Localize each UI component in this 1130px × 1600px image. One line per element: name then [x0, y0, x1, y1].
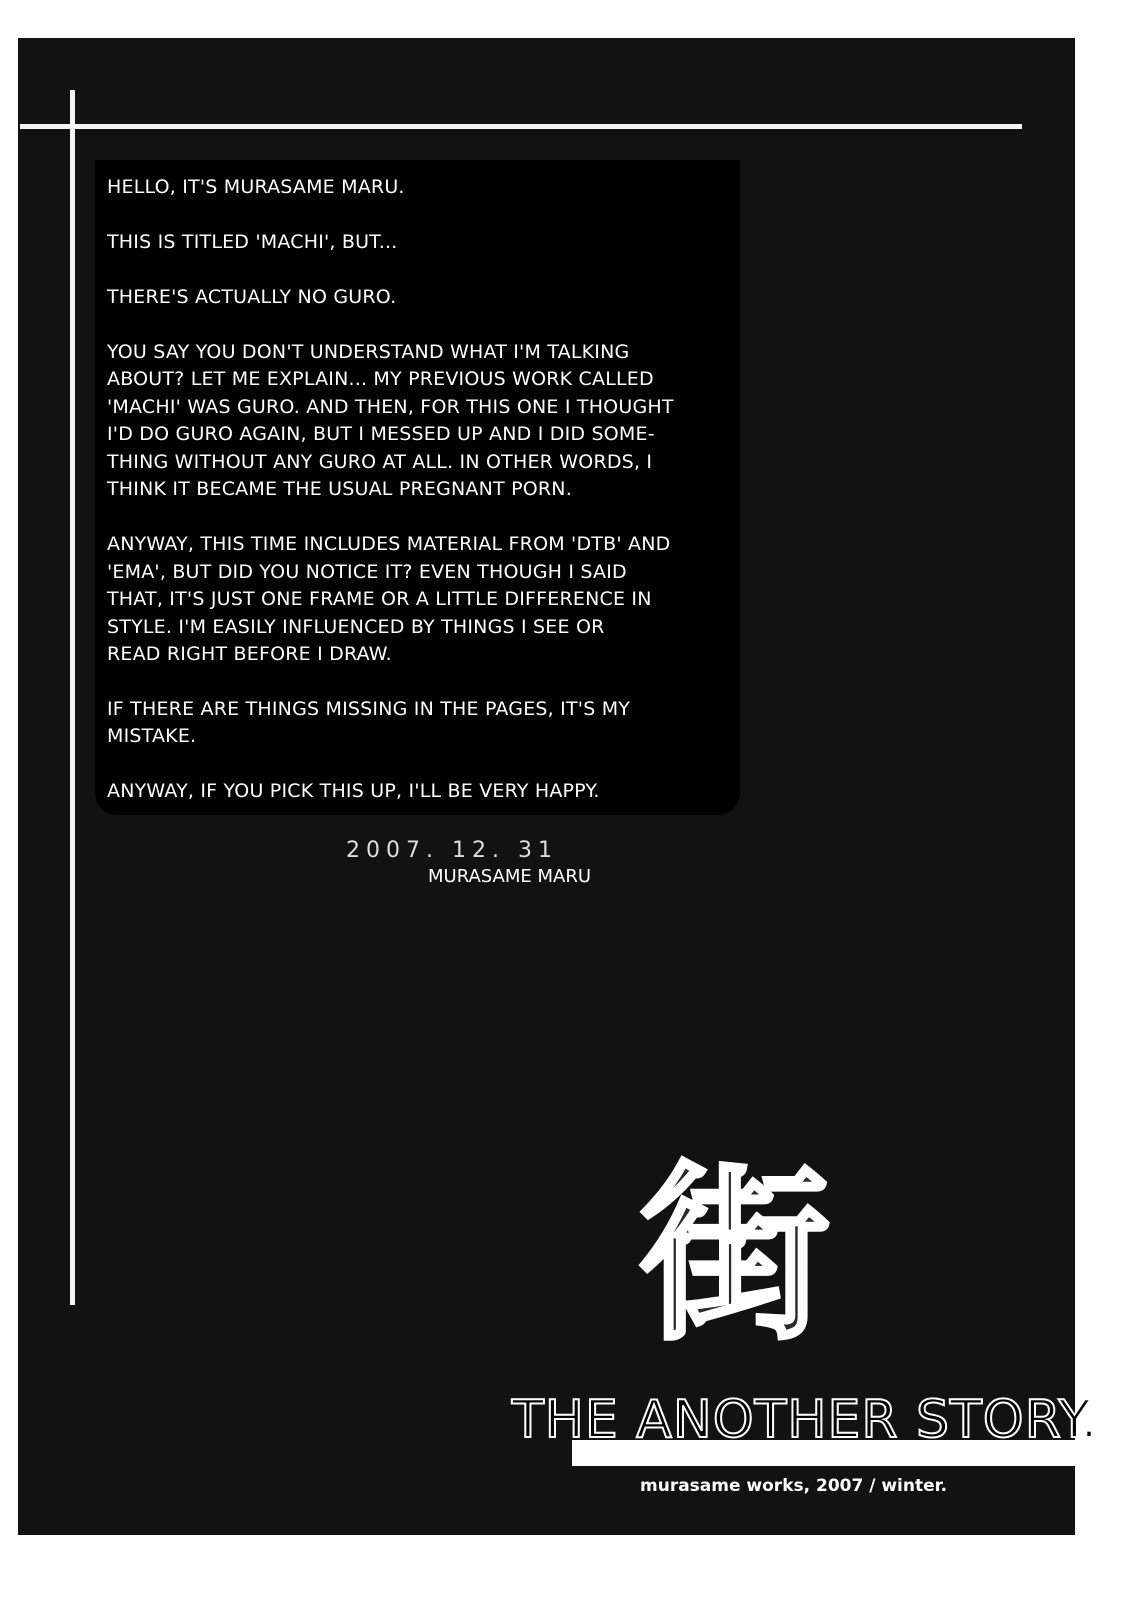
afterword-date: 2007. 12. 31: [346, 838, 558, 863]
afterword-author: MURASAME MARU: [428, 866, 592, 887]
logo-credit: murasame works, 2007 / winter.: [640, 1476, 948, 1496]
logo-title: THE ANOTHER STORY.: [512, 1390, 1099, 1450]
afterword-line: ABOUT? LET ME EXPLAIN... MY PREVIOUS WORK CALLED: [107, 368, 654, 390]
afterword-line: THAT, IT'S JUST ONE FRAME OR A LITTLE DIFFERENCE IN: [107, 588, 652, 610]
afterword-line: HELLO, IT'S MURASAME MARU.: [107, 176, 405, 198]
afterword-line: YOU SAY YOU DON'T UNDERSTAND WHAT I'M TALKING: [107, 341, 630, 363]
vertical-rule: [70, 90, 75, 1305]
afterword-line: ANYWAY, IF YOU PICK THIS UP, I'LL BE VERY HAPPY.: [107, 780, 600, 802]
afterword-line: THIS IS TITLED 'MACHI', BUT...: [107, 231, 398, 253]
afterword-line: 'MACHI' WAS GURO. AND THEN, FOR THIS ONE I THOUGHT: [107, 396, 674, 418]
afterword-line: 'EMA', BUT DID YOU NOTICE IT? EVEN THOUGH I SAID: [107, 561, 627, 583]
afterword-line: MISTAKE.: [107, 725, 197, 747]
afterword-line: THERE'S ACTUALLY NO GURO.: [107, 286, 397, 308]
horizontal-rule: [20, 124, 1022, 129]
logo-kanji: 街: [640, 1143, 831, 1366]
afterword-line: READ RIGHT BEFORE I DRAW.: [107, 643, 392, 665]
afterword-line: I'D DO GURO AGAIN, BUT I MESSED UP AND I DID SOME-: [107, 423, 655, 445]
afterword-line: THING WITHOUT ANY GURO AT ALL. IN OTHER WORDS, I: [107, 451, 653, 473]
afterword-line: ANYWAY, THIS TIME INCLUDES MATERIAL FROM 'DTB' AND: [107, 533, 671, 555]
afterword-line: STYLE. I'M EASILY INFLUENCED BY THINGS I SEE OR: [107, 616, 605, 638]
afterword-line: IF THERE ARE THINGS MISSING IN THE PAGES, IT'S MY: [107, 698, 631, 720]
afterword-line: THINK IT BECAME THE USUAL PREGNANT PORN.: [107, 478, 572, 500]
